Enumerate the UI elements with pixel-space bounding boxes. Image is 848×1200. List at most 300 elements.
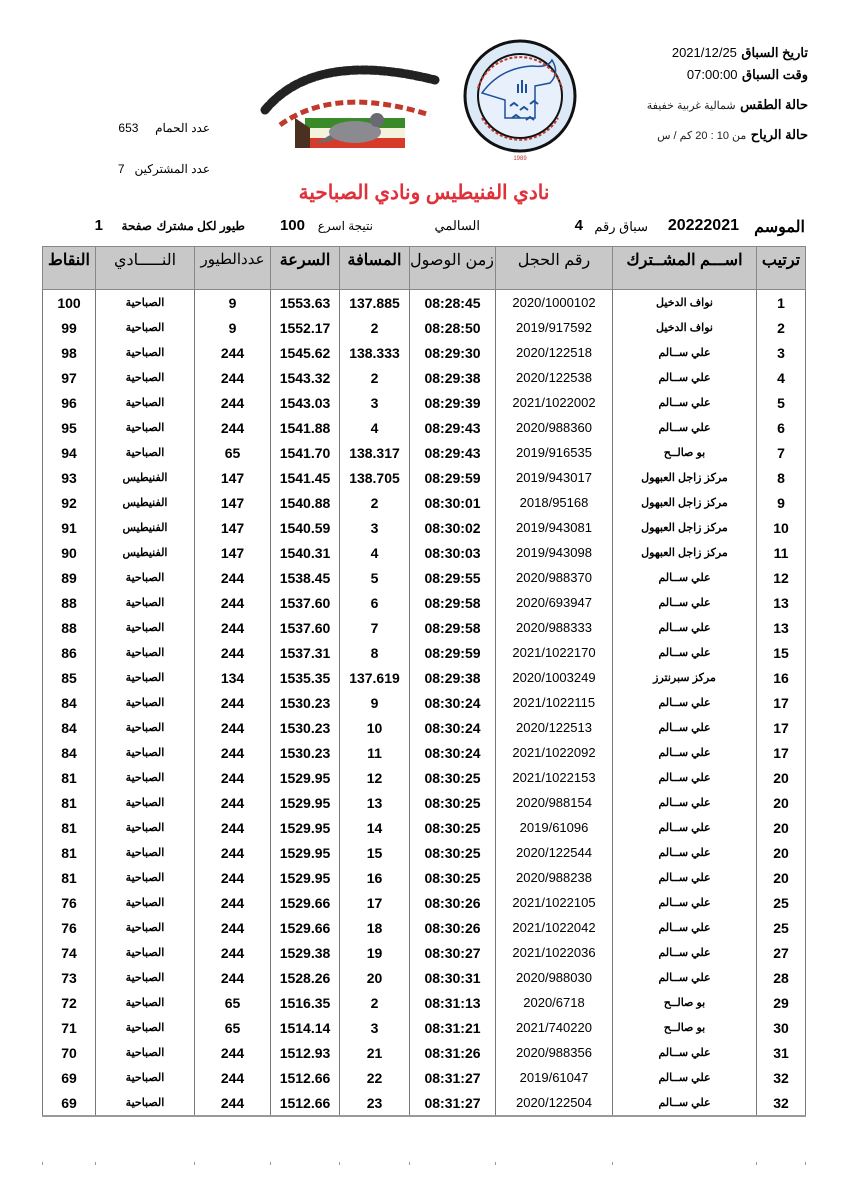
cell-distance: 2 [340,365,410,390]
cell-arrival-time: 08:29:30 [410,340,496,365]
cell-bird-count: 244 [195,565,271,590]
table-row [43,990,806,1015]
cell-points: 84 [43,690,96,715]
race-time [568,66,808,96]
club-logo-graphic [255,40,445,160]
cell-points: 84 [43,740,96,765]
table-header-row [43,247,806,290]
cell-points: 72 [43,990,96,1015]
cell-distance: 19 [340,940,410,965]
table-row [43,740,806,765]
table-row [43,565,806,590]
cell-bird-count: 244 [195,840,271,865]
cell-points: 69 [43,1065,96,1090]
cell-bird-count: 65 [195,440,271,465]
cell-distance: 12 [340,765,410,790]
table-row [43,640,806,665]
cell-ring-number: 2018/95168 [496,490,613,515]
cell-club: الصباحية [96,790,195,815]
cell-speed: 1529.95 [271,790,340,815]
cell-arrival-time: 08:30:25 [410,840,496,865]
page-label: صفحة [121,219,152,233]
cell-rank: 17 [757,690,806,715]
cell-participant: علي ســالم [613,590,757,615]
cell-participant: علي ســالم [613,915,757,940]
cell-arrival-time: 08:30:25 [410,765,496,790]
cell-arrival-time: 08:29:43 [410,415,496,440]
cell-rank: 15 [757,640,806,665]
cell-club: الصباحية [96,415,195,440]
cell-speed: 1543.03 [271,390,340,415]
race-time-value: 07:00:00 [686,67,738,82]
cell-club: الصباحية [96,965,195,990]
cell-rank: 20 [757,790,806,815]
cell-bird-count: 244 [195,1065,271,1090]
cell-arrival-time: 08:31:27 [410,1090,496,1116]
cell-speed: 1540.88 [271,490,340,515]
result-label: نتيجة اسرع [317,219,373,233]
cell-arrival-time: 08:30:25 [410,815,496,840]
cell-points: 74 [43,940,96,965]
cell-speed: 1537.60 [271,590,340,615]
cell-points: 76 [43,915,96,940]
cell-rank: 30 [757,1015,806,1040]
page-value: 1 [94,217,103,234]
cell-participant: بو صالــح [613,1015,757,1040]
cell-distance: 3 [340,515,410,540]
table-row [43,890,806,915]
table-row [43,790,806,815]
cell-distance: 15 [340,840,410,865]
table-row [43,940,806,965]
cell-ring-number: 2020/693947 [496,590,613,615]
cell-participant: علي ســالم [613,1065,757,1090]
cell-ring-number: 2019/943098 [496,540,613,565]
cell-arrival-time: 08:29:58 [410,590,496,615]
cell-points: 88 [43,590,96,615]
cell-distance: 138.333 [340,340,410,365]
cell-points: 70 [43,1040,96,1065]
cell-club: الصباحية [96,340,195,365]
wind-label: حالة الرياح [750,127,808,142]
cell-club: الصباحية [96,1015,195,1040]
cell-ring-number: 2020/1003249 [496,665,613,690]
cell-arrival-time: 08:28:45 [410,290,496,316]
cell-club: الصباحية [96,715,195,740]
cell-points: 89 [43,565,96,590]
table-row [43,915,806,940]
cell-arrival-time: 08:29:38 [410,365,496,390]
guide-tick [95,1162,96,1165]
header-ring-number: رقم الحجل [496,247,613,290]
cell-club: الصباحية [96,440,195,465]
cell-ring-number: 2020/122518 [496,340,613,365]
table-row [43,340,806,365]
cell-arrival-time: 08:31:27 [410,1065,496,1090]
cell-rank: 2 [757,315,806,340]
header-distance: المسافة [340,247,410,290]
cell-distance: 23 [340,1090,410,1116]
table-row [43,765,806,790]
cell-participant: مركز سبرنترز [613,665,757,690]
cell-points: 84 [43,715,96,740]
cell-speed: 1530.23 [271,690,340,715]
cell-arrival-time: 08:31:21 [410,1015,496,1040]
table-row [43,1065,806,1090]
cell-distance: 4 [340,540,410,565]
table-row [43,690,806,715]
cell-club: الصباحية [96,565,195,590]
cell-distance: 4 [340,415,410,440]
cell-arrival-time: 08:30:26 [410,890,496,915]
cell-participant: بو صالــح [613,990,757,1015]
cell-ring-number: 2020/122513 [496,715,613,740]
cell-participant: علي ســالم [613,865,757,890]
table-row [43,865,806,890]
cell-club: الصباحية [96,840,195,865]
cell-ring-number: 2020/1000102 [496,290,613,316]
table-row [43,815,806,840]
cell-participant: علي ســالم [613,565,757,590]
cell-distance: 14 [340,815,410,840]
cell-arrival-time: 08:29:43 [410,440,496,465]
cell-arrival-time: 08:31:13 [410,990,496,1015]
race-info [568,44,808,148]
cell-arrival-time: 08:31:26 [410,1040,496,1065]
cell-distance: 16 [340,865,410,890]
cell-ring-number: 2020/988238 [496,865,613,890]
per-participant-label: طيور لكل مشترك [156,219,245,233]
table-row [43,1015,806,1040]
cell-club: الصباحية [96,765,195,790]
cell-speed: 1543.32 [271,365,340,390]
cell-arrival-time: 08:30:31 [410,965,496,990]
guide-tick [756,1162,757,1165]
cell-participant: علي ســالم [613,415,757,440]
cell-participant: علي ســالم [613,690,757,715]
cell-bird-count: 244 [195,1090,271,1116]
cell-bird-count: 65 [195,1015,271,1040]
cell-rank: 20 [757,840,806,865]
race-number-label: سباق رقم [594,219,648,234]
cell-bird-count: 147 [195,465,271,490]
cell-arrival-time: 08:29:39 [410,390,496,415]
cell-participant: مركز زاجل العبهول [613,465,757,490]
cell-participant: علي ســالم [613,840,757,865]
cell-bird-count: 9 [195,290,271,316]
season-label: الموسم [754,219,805,236]
cell-distance: 20 [340,965,410,990]
birds-count-label: عدد الحمام [155,121,210,135]
cell-bird-count: 244 [195,740,271,765]
cell-arrival-time: 08:30:26 [410,915,496,940]
cell-speed: 1553.63 [271,290,340,316]
cell-speed: 1529.66 [271,915,340,940]
cell-rank: 4 [757,365,806,390]
cell-speed: 1512.66 [271,1090,340,1116]
cell-rank: 20 [757,765,806,790]
cell-participant: علي ســالم [613,390,757,415]
cell-participant: علي ســالم [613,740,757,765]
cell-ring-number: 2020/122544 [496,840,613,865]
cell-points: 93 [43,465,96,490]
cell-speed: 1529.66 [271,890,340,915]
table-row [43,840,806,865]
cell-bird-count: 147 [195,515,271,540]
cell-club: الصباحية [96,1040,195,1065]
guide-tick [409,1162,410,1165]
cell-rank: 6 [757,415,806,440]
cell-club: الصباحية [96,1065,195,1090]
cell-club: الفنيطيس [96,465,195,490]
cell-distance: 138.317 [340,440,410,465]
cell-rank: 17 [757,740,806,765]
cell-speed: 1530.23 [271,740,340,765]
table-row [43,540,806,565]
results-table [42,246,806,1117]
cell-club: الصباحية [96,315,195,340]
cell-ring-number: 2019/916535 [496,440,613,465]
cell-club: الصباحية [96,665,195,690]
cell-bird-count: 244 [195,890,271,915]
cell-bird-count: 244 [195,615,271,640]
cell-bird-count: 244 [195,690,271,715]
weather-label: حالة الطقس [740,97,808,112]
cell-bird-count: 244 [195,940,271,965]
cell-bird-count: 244 [195,365,271,390]
cell-participant: علي ســالم [613,365,757,390]
cell-club: الصباحية [96,365,195,390]
cell-club: الصباحية [96,915,195,940]
cell-speed: 1529.38 [271,940,340,965]
cell-club: الفنيطيس [96,515,195,540]
cell-bird-count: 134 [195,665,271,690]
cell-rank: 29 [757,990,806,1015]
cell-arrival-time: 08:29:59 [410,640,496,665]
cell-points: 86 [43,640,96,665]
cell-points: 92 [43,490,96,515]
cell-speed: 1552.17 [271,315,340,340]
table-row [43,290,806,316]
cell-ring-number: 2020/122504 [496,1090,613,1116]
cell-participant: علي ســالم [613,765,757,790]
table-row [43,515,806,540]
cell-rank: 5 [757,390,806,415]
cell-participant: علي ســالم [613,615,757,640]
cell-speed: 1512.66 [271,1065,340,1090]
cell-distance: 7 [340,615,410,640]
table-row [43,665,806,690]
cell-points: 91 [43,515,96,540]
cell-club: الصباحية [96,1090,195,1116]
cell-bird-count: 147 [195,540,271,565]
cell-distance: 2 [340,315,410,340]
guide-tick [612,1162,613,1165]
cell-speed: 1512.93 [271,1040,340,1065]
cell-distance: 9 [340,690,410,715]
cell-points: 96 [43,390,96,415]
cell-distance: 3 [340,1015,410,1040]
cell-distance: 11 [340,740,410,765]
cell-ring-number: 2020/988356 [496,1040,613,1065]
cell-speed: 1537.60 [271,615,340,640]
cell-ring-number: 2020/6718 [496,990,613,1015]
cell-speed: 1516.35 [271,990,340,1015]
cell-ring-number: 2019/61096 [496,815,613,840]
cell-distance: 13 [340,790,410,815]
cell-ring-number: 2019/917592 [496,315,613,340]
cell-ring-number: 2021/1022153 [496,765,613,790]
cell-points: 95 [43,415,96,440]
cell-club: الفنيطيس [96,490,195,515]
cell-rank: 27 [757,940,806,965]
table-row [43,440,806,465]
cell-distance: 6 [340,590,410,615]
kuwait-federation-logo [460,38,580,163]
cell-participant: علي ســالم [613,890,757,915]
cell-participant: علي ســالم [613,815,757,840]
guide-tick [194,1162,195,1165]
cell-distance: 10 [340,715,410,740]
cell-bird-count: 244 [195,715,271,740]
birds-count-value: 653 [118,121,139,135]
wind [568,126,808,148]
cell-club: الصباحية [96,990,195,1015]
cell-points: 81 [43,865,96,890]
birds-count [70,121,210,135]
cell-speed: 1514.14 [271,1015,340,1040]
results-body [43,290,806,1117]
cell-points: 81 [43,840,96,865]
race-location: السالمي [434,218,480,233]
cell-ring-number: 2020/988360 [496,415,613,440]
cell-arrival-time: 08:30:24 [410,740,496,765]
cell-speed: 1530.23 [271,715,340,740]
cell-rank: 20 [757,865,806,890]
header-arrival-time: زمن الوصول [410,247,496,290]
cell-rank: 8 [757,465,806,490]
cell-club: الفنيطيس [96,540,195,565]
cell-club: الصباحية [96,690,195,715]
cell-club: الصباحية [96,640,195,665]
cell-rank: 20 [757,815,806,840]
federation-logo-graphic [460,38,580,163]
participants-count [70,162,210,176]
cell-points: 94 [43,440,96,465]
cell-rank: 11 [757,540,806,565]
cell-arrival-time: 08:30:02 [410,515,496,540]
cell-club: الصباحية [96,890,195,915]
cell-points: 71 [43,1015,96,1040]
table-row [43,1090,806,1116]
cell-rank: 32 [757,1090,806,1116]
cell-points: 81 [43,815,96,840]
cell-participant: مركز زاجل العبهول [613,515,757,540]
cell-ring-number: 2021/740220 [496,1015,613,1040]
cell-distance: 137.619 [340,665,410,690]
cell-participant: مركز زاجل العبهول [613,490,757,515]
table-row [43,590,806,615]
cell-bird-count: 244 [195,1040,271,1065]
race-date-value: 2021/12/25 [671,45,737,60]
guide-tick [339,1162,340,1165]
cell-club: الصباحية [96,615,195,640]
participants-count-value: 7 [117,162,125,176]
header-bird-count: عددالطيور [195,247,271,290]
cell-speed: 1541.88 [271,415,340,440]
cell-bird-count: 244 [195,415,271,440]
table-row [43,415,806,440]
cell-rank: 31 [757,1040,806,1065]
cell-ring-number: 2020/988333 [496,615,613,640]
cell-participant: علي ســالم [613,640,757,665]
cell-participant: علي ســالم [613,340,757,365]
cell-points: 98 [43,340,96,365]
cell-ring-number: 2021/1022042 [496,915,613,940]
kuwait-racing-pigeon-club-logo [255,40,445,160]
cell-club: الصباحية [96,940,195,965]
header-points: النقاط [43,247,96,290]
cell-bird-count: 244 [195,965,271,990]
cell-arrival-time: 08:30:27 [410,940,496,965]
cell-rank: 13 [757,615,806,640]
cell-ring-number: 2020/988154 [496,790,613,815]
cell-points: 81 [43,765,96,790]
header-rank: ترتيب [757,247,806,290]
cell-bird-count: 244 [195,915,271,940]
cell-bird-count: 147 [195,490,271,515]
cell-points: 81 [43,790,96,815]
cell-participant: مركز زاجل العبهول [613,540,757,565]
cell-distance: 2 [340,490,410,515]
table-row [43,1040,806,1065]
cell-speed: 1541.45 [271,465,340,490]
cell-rank: 17 [757,715,806,740]
cell-speed: 1545.62 [271,340,340,365]
cell-points: 100 [43,290,96,316]
cell-bird-count: 244 [195,790,271,815]
cell-bird-count: 244 [195,815,271,840]
race-date [568,44,808,66]
club-title: نادي الفنيطيس ونادي الصباحية [298,182,550,204]
cell-rank: 25 [757,915,806,940]
cell-rank: 28 [757,965,806,990]
guide-tick [270,1162,271,1165]
cell-arrival-time: 08:30:25 [410,790,496,815]
cell-participant: علي ســالم [613,1040,757,1065]
cell-points: 76 [43,890,96,915]
cell-arrival-time: 08:30:03 [410,540,496,565]
cell-bird-count: 244 [195,590,271,615]
cell-arrival-time: 08:29:58 [410,615,496,640]
cell-bird-count: 244 [195,390,271,415]
cell-ring-number: 2021/1022170 [496,640,613,665]
cell-ring-number: 2019/943081 [496,515,613,540]
cell-points: 69 [43,1090,96,1116]
table-row [43,490,806,515]
header-speed: السرعة [271,247,340,290]
cell-points: 90 [43,540,96,565]
cell-bird-count: 244 [195,340,271,365]
cell-distance: 21 [340,1040,410,1065]
cell-rank: 7 [757,440,806,465]
weather-value: شمالية غربية خفيفة [646,100,736,112]
cell-speed: 1535.35 [271,665,340,690]
cell-rank: 9 [757,490,806,515]
cell-speed: 1540.31 [271,540,340,565]
cell-distance: 8 [340,640,410,665]
cell-club: الصباحية [96,590,195,615]
